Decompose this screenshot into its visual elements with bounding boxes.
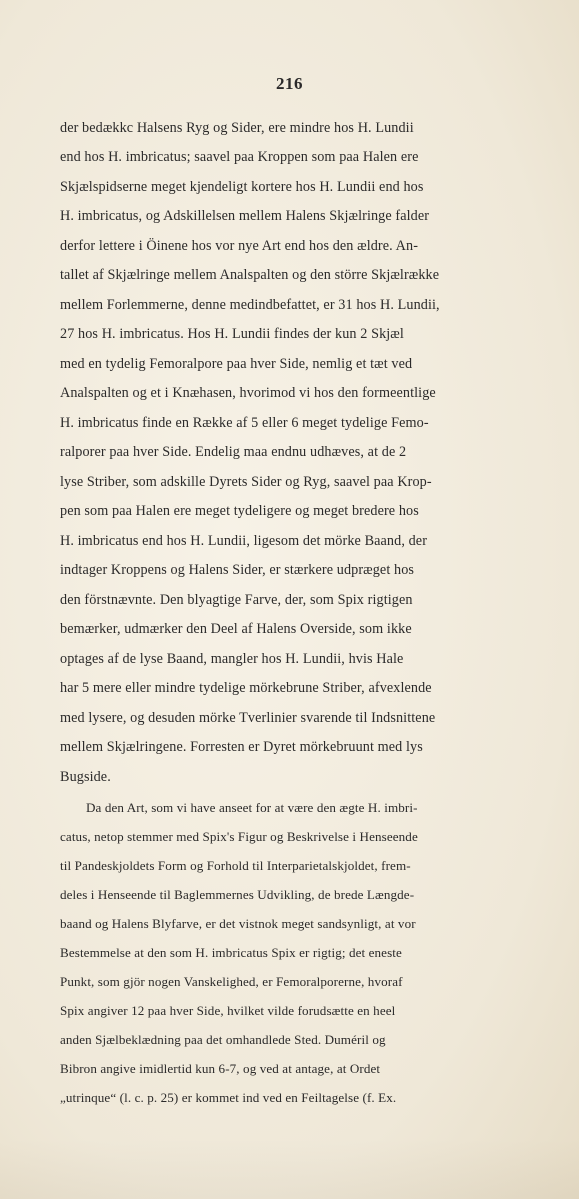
page-number: 216: [276, 74, 303, 93]
text-line: deles i Henseende til Baglemmernes Udvikling, de brede Længde-: [60, 887, 415, 902]
text-line: der bedækkc Halsens Ryg og Sider, ere mindre hos H. Lundii: [60, 120, 414, 136]
text-line: med lysere, og desuden mörke Tverlinier svarende til Indsnittene: [60, 710, 436, 726]
text-line: H. imbricatus, og Adskillelsen mellem Halens Skjælringe falder: [60, 208, 430, 224]
text-line: til Pandeskjoldets Form og Forhold til Interparietalskjoldet, frem-: [60, 858, 411, 873]
text-line: den förstnævnte. Den blyagtige Farve, der, som Spix rigtigen: [60, 592, 413, 608]
text-line: med en tydelig Femoralpore paa hver Side, nemlig et tæt ved: [60, 356, 413, 372]
text-line: Bestemmelse at den som H. imbricatus Spix er rigtig; det eneste: [60, 945, 402, 960]
text-line: baand og Halens Blyfarve, er det vistnok meget sandsynligt, at vor: [60, 916, 416, 931]
text-line: lyse Striber, som adskille Dyrets Sider og Ryg, saavel paa Krop-: [60, 474, 432, 490]
text-line: Da den Art, som vi have anseet for at være den ægte H. imbri-: [86, 800, 418, 815]
text-line: Punkt, som gjör nogen Vanskelighed, er Femoralporerne, hvoraf: [60, 974, 403, 989]
text-line: Analspalten og et i Knæhasen, hvorimod vi hos den formeentlige: [60, 385, 436, 401]
text-line: tallet af Skjælringe mellem Analspalten og den större Skjælrække: [60, 267, 440, 283]
text-line: har 5 mere eller mindre tydelige mörkebrune Striber, afvexlende: [60, 680, 432, 696]
text-line: anden Sjælbeklædning paa det omhandlede Sted. Duméril og: [60, 1032, 386, 1047]
text-line: Bibron angive imidlertid kun 6-7, og ved at antage, at Ordet: [60, 1061, 381, 1076]
text-line: H. imbricatus end hos H. Lundii, ligesom det mörke Baand, der: [60, 533, 428, 549]
text-line: bemærker, udmærker den Deel af Halens Overside, som ikke: [60, 621, 412, 637]
text-line: ralporer paa hver Side. Endelig maa endnu udhæves, at de 2: [60, 444, 407, 460]
text-line: Bugside.: [60, 769, 111, 785]
text-line: Skjælspidserne meget kjendeligt kortere hos H. Lundii end hos: [60, 179, 424, 195]
text-line: derfor lettere i Öinene hos vor nye Art end hos den ældre. An-: [60, 238, 419, 254]
text-line: indtager Kroppens og Halens Sider, er stærkere udpræget hos: [60, 562, 415, 578]
text-line: mellem Skjælringene. Forresten er Dyret mörkebruunt med lys: [60, 739, 423, 755]
text-line: catus, netop stemmer med Spix's Figur og Beskrivelse i Henseende: [60, 829, 418, 844]
text-line: pen som paa Halen ere meget tydeligere og meget bredere hos: [60, 503, 419, 519]
page-shadow: [0, 1139, 579, 1199]
text-line: mellem Forlemmerne, denne medindbefattet, er 31 hos H. Lundii,: [60, 297, 440, 313]
text-line: end hos H. imbricatus; saavel paa Kroppen som paa Halen ere: [60, 149, 419, 165]
text-line: Spix angiver 12 paa hver Side, hvilket vilde forudsætte en heel: [60, 1003, 396, 1018]
text-line: optages af de lyse Baand, mangler hos H. Lundii, hvis Hale: [60, 651, 404, 667]
text-line: 27 hos H. imbricatus. Hos H. Lundii findes der kun 2 Skjæl: [60, 326, 404, 342]
text-line: H. imbricatus finde en Række af 5 eller 6 meget tydelige Femo-: [60, 415, 429, 431]
text-line: „utrinque“ (l. c. p. 25) er kommet ind ved en Feiltagelse (f. Ex.: [60, 1090, 397, 1105]
